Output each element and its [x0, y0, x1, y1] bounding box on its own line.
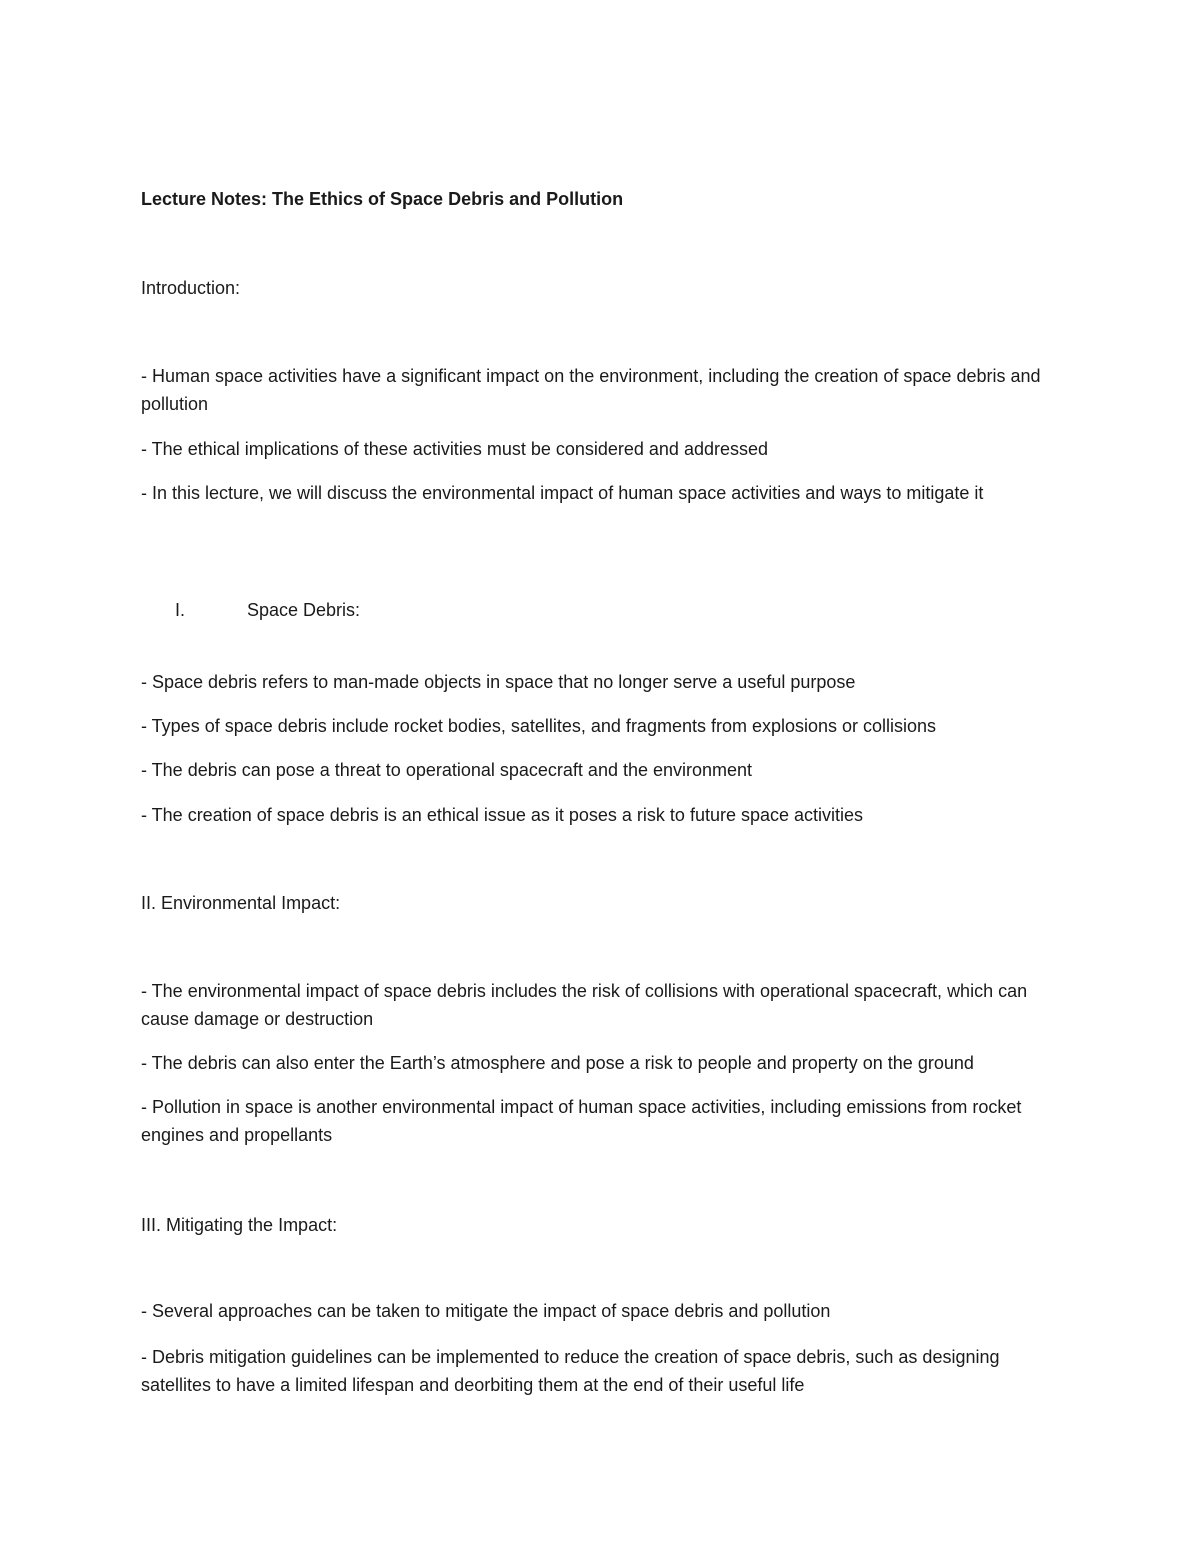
section-3-heading: III. Mitigating the Impact:	[141, 1215, 338, 1235]
section-1-bullet-4: - The creation of space debris is an ethical issue as it poses a risk to future space activities	[141, 805, 864, 825]
section-2-bullet-2: - The debris can also enter the Earth’s atmosphere and pose a risk to people and property on the ground	[141, 1053, 974, 1073]
section-1-heading: Space Debris:	[247, 600, 361, 620]
introduction-bullet-3: - In this lecture, we will discuss the environmental impact of human space activities and ways to mitigate it	[141, 483, 984, 503]
section-3-bullet-2: - Debris mitigation guidelines can be implemented to reduce the creation of space debris, such as designing satellites to have a limited lifespan and deorbiting them at the end of their useful life	[141, 1347, 1000, 1395]
section-2-bullet-1: - The environmental impact of space debris includes the risk of collisions with operational spacecraft, which can cause damage or destruction	[141, 981, 1028, 1029]
section-1-numeral: I.	[175, 600, 186, 620]
section-3-bullet-1: - Several approaches can be taken to mitigate the impact of space debris and pollution	[141, 1301, 831, 1321]
section-1-bullet-2: - Types of space debris include rocket bodies, satellites, and fragments from explosions or collisions	[141, 716, 937, 736]
section-2-bullet-3: - Pollution in space is another environmental impact of human space activities, including emissions from rocket engines and propellants	[141, 1097, 1022, 1145]
section-2-heading: II. Environmental Impact:	[141, 893, 341, 913]
document-title: Lecture Notes: The Ethics of Space Debris and Pollution	[141, 189, 624, 209]
introduction-bullet-2: - The ethical implications of these activities must be considered and addressed	[141, 439, 769, 459]
section-1-bullet-3: - The debris can pose a threat to operational spacecraft and the environment	[141, 760, 753, 780]
section-1-bullet-1: - Space debris refers to man-made objects in space that no longer serve a useful purpose	[141, 672, 856, 692]
introduction-bullet-1: - Human space activities have a significant impact on the environment, including the creation of space debris and pollution	[141, 366, 1041, 414]
introduction-heading: Introduction:	[141, 278, 241, 298]
